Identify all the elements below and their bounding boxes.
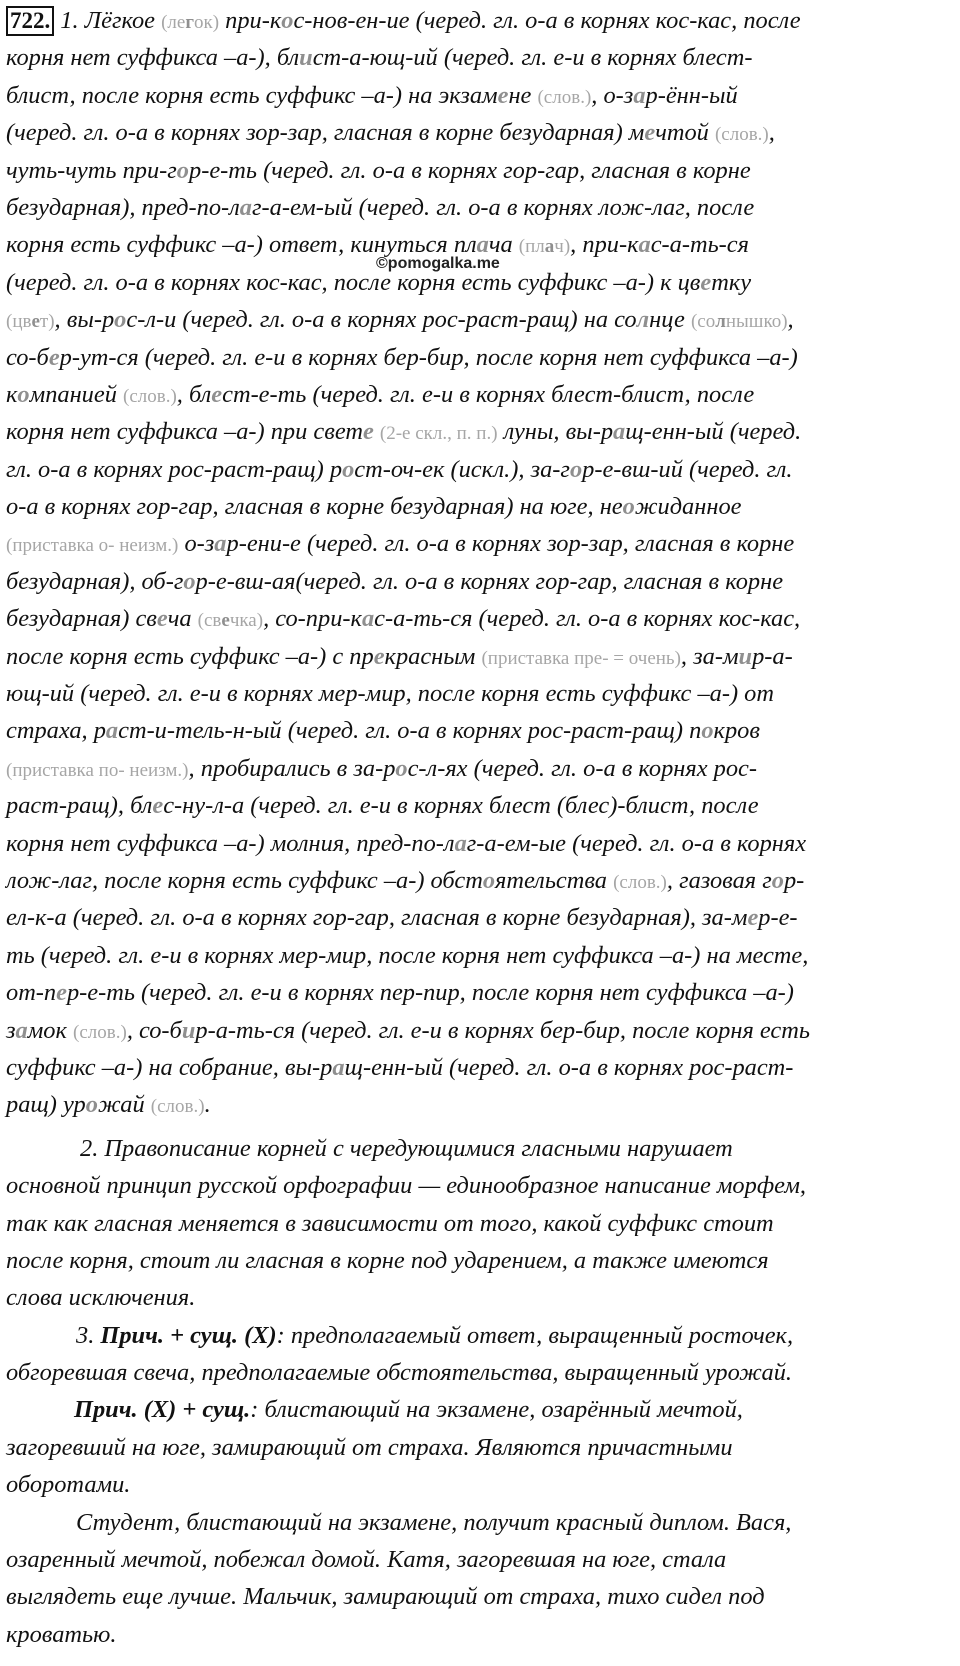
highlighted-vowel: е bbox=[221, 610, 230, 632]
highlighted-vowel: о bbox=[482, 866, 496, 894]
text-segment: безударная), пред-по-л bbox=[6, 193, 240, 221]
text-segment: г-а-ем-ые (черед. гл. о-а в корнях bbox=[466, 829, 807, 857]
text-segment: безударная) св bbox=[6, 605, 157, 633]
highlighted-vowel: а bbox=[633, 81, 646, 109]
highlighted-vowel: а bbox=[638, 231, 651, 259]
text-segment: чтой bbox=[655, 119, 715, 147]
text-segment: безударная), об-г bbox=[6, 567, 184, 595]
text-segment: мпанией bbox=[29, 380, 123, 408]
highlighted-vowel: а bbox=[544, 236, 555, 258]
text-segment: р-е-вш-ий (черед. гл. bbox=[582, 455, 793, 483]
text-segment: ел-к-а (черед. гл. о-а в корнях гор-гар, гласная в корне безударная), за-м bbox=[6, 904, 748, 932]
analysis-line bbox=[6, 77, 954, 114]
highlighted-vowel: и bbox=[181, 1016, 196, 1044]
analysis-line bbox=[6, 787, 954, 824]
analysis-line bbox=[6, 899, 954, 936]
text-segment: . bbox=[204, 1091, 211, 1119]
highlighted-vowel: и bbox=[299, 44, 313, 72]
text-segment: тку bbox=[711, 268, 752, 296]
analysis-line bbox=[6, 376, 954, 413]
text-segment: о-а в корнях гор-гар, гласная в корне безударная) на юге, не bbox=[6, 493, 623, 521]
gray-note: (приставка по- неизм.) bbox=[6, 759, 189, 781]
text-segment: р-е-вш-ая(черед. гл. о-а в корнях гор-гар, гласная в корне bbox=[195, 567, 784, 595]
gray-note: чка) bbox=[229, 610, 264, 632]
paragraph-line: оборотами. bbox=[6, 1471, 131, 1499]
paragraph-line: кроватью. bbox=[6, 1620, 117, 1648]
analysis-line bbox=[6, 189, 954, 226]
analysis-line bbox=[6, 2, 954, 39]
text-segment: , при-к bbox=[570, 231, 639, 259]
analysis-line bbox=[6, 114, 954, 151]
highlighted-vowel: о bbox=[176, 156, 189, 184]
text-segment: ть (черед. гл. е-и в корнях мер-мир, после корня нет суффикса –а-) на месте, bbox=[6, 941, 809, 969]
text-segment: р-а- bbox=[752, 642, 793, 670]
text-segment: , со-при-к bbox=[263, 605, 362, 633]
analysis-line bbox=[6, 600, 954, 637]
text-segment: ятельства bbox=[495, 866, 614, 894]
highlighted-vowel: о bbox=[395, 754, 408, 782]
text-segment: с-а-ть-ся (черед. гл. о-а в корнях кос-кас, bbox=[374, 605, 801, 633]
highlighted-vowel: о bbox=[701, 717, 714, 745]
highlighted-vowel: о bbox=[17, 380, 30, 408]
text-segment: ст-и-тель-н-ый (черед. гл. о-а в корнях рос-раст-ращ) п bbox=[118, 717, 702, 745]
highlighted-vowel: а bbox=[332, 1053, 345, 1081]
highlighted-vowel: е bbox=[56, 979, 67, 1007]
highlighted-vowel: е bbox=[362, 418, 374, 446]
text-segment: р-а-ть-ся (черед. гл. е-и в корнях бер-бир, после корня есть bbox=[195, 1016, 810, 1044]
text-segment: ча bbox=[488, 231, 519, 259]
text-segment: о-з bbox=[178, 530, 215, 558]
highlighted-vowel: а bbox=[361, 605, 375, 633]
text-segment: после корня есть суффикс –а-) с пр bbox=[6, 642, 374, 670]
highlighted-vowel: о bbox=[569, 455, 583, 483]
paragraph-line: так как гласная меняется в зависимости от того, какой суффикс стоит bbox=[6, 1209, 774, 1237]
text-segment: ст-оч-ек (искл.), за-г bbox=[354, 455, 570, 483]
highlighted-vowel: е bbox=[31, 311, 40, 333]
analysis-line bbox=[6, 1049, 954, 1086]
text-segment: ращ) ур bbox=[6, 1091, 86, 1119]
highlighted-vowel: а bbox=[613, 418, 626, 446]
gray-note: (св bbox=[197, 610, 222, 632]
text-segment: , bbox=[768, 119, 775, 147]
highlighted-vowel: о bbox=[281, 7, 294, 34]
highlighted-vowel: е bbox=[644, 119, 656, 147]
text-segment: р-е-ть (черед. гл. е-и в корнях пер-пир, после корня нет суффикса –а-) bbox=[66, 979, 794, 1007]
text-segment: лож-лаг, после корня есть суффикс –а-) обст bbox=[6, 866, 483, 894]
highlighted-vowel: г bbox=[185, 12, 194, 33]
text-segment: р-е-ть (черед. гл. о-а в корнях гор-гар, гласная в корне bbox=[189, 156, 751, 184]
text-segment: 1. Лёгкое bbox=[60, 7, 162, 34]
text-segment: ст-е-ть (черед. гл. е-и в корнях блест-блист, после bbox=[222, 380, 755, 408]
highlighted-vowel: л bbox=[715, 311, 726, 333]
analysis-line bbox=[6, 937, 954, 974]
highlighted-vowel: е bbox=[373, 642, 385, 670]
gray-note: ок) bbox=[194, 12, 220, 33]
scheme-text: : предполагаемый ответ, выращенный росточек, bbox=[276, 1321, 794, 1349]
text-segment: р- bbox=[783, 866, 805, 894]
highlighted-vowel: е bbox=[747, 904, 759, 932]
text-segment: суффикс –а-) на собрание, вы-р bbox=[6, 1053, 333, 1081]
paragraph-line: озаренный мечтой, побежал домой. Катя, загоревшая на юге, стала bbox=[6, 1546, 727, 1574]
analysis-line bbox=[6, 301, 954, 338]
text-segment: корня нет суффикса –а-) при свет bbox=[6, 418, 363, 446]
text-segment: , со-б bbox=[126, 1016, 182, 1044]
text-segment: , бл bbox=[176, 380, 212, 408]
paragraph-line: после корня, стоит ли гласная в корне под ударением, а также имеются bbox=[6, 1246, 769, 1274]
highlighted-vowel: е bbox=[152, 792, 164, 820]
text-segment: с-л-ях (черед. гл. о-а в корнях рос- bbox=[407, 754, 757, 782]
gray-note: (пл bbox=[518, 236, 545, 258]
section-1-morphemic-analysis bbox=[6, 2, 954, 1124]
highlighted-vowel: и bbox=[738, 642, 753, 670]
text-segment: ст-а-ющ-ий (черед. гл. е-и в корнях блест- bbox=[312, 44, 753, 72]
analysis-line bbox=[6, 339, 954, 376]
text-segment: (черед. гл. о-а в корнях зор-зар, гласная в корне безударная) м bbox=[6, 119, 645, 147]
highlighted-vowel: а bbox=[476, 231, 489, 259]
analysis-line bbox=[6, 862, 954, 899]
text-segment: з bbox=[6, 1016, 16, 1044]
highlighted-vowel: о bbox=[85, 1091, 98, 1119]
gray-note: (цв bbox=[6, 311, 32, 333]
section-3-number: 3. bbox=[76, 1321, 101, 1349]
highlighted-vowel: о bbox=[114, 306, 127, 334]
text-segment: жиданное bbox=[634, 493, 742, 521]
analysis-line bbox=[6, 1086, 954, 1123]
gray-note: (ле bbox=[161, 12, 186, 33]
text-segment: со-б bbox=[6, 343, 49, 371]
section-3-line bbox=[6, 1317, 954, 1354]
section-3-line: обгоревшая свеча, предполагаемые обстоятельства, выращенный урожай. bbox=[6, 1359, 793, 1387]
text-segment: при-к bbox=[219, 7, 282, 34]
analysis-line bbox=[6, 750, 954, 787]
text-segment: мок bbox=[27, 1016, 74, 1044]
highlighted-vowel: л bbox=[636, 306, 650, 334]
paragraph-line: загоревший на юге, замирающий от страха. Являются причастными bbox=[6, 1433, 733, 1461]
highlighted-vowel: о bbox=[622, 493, 635, 521]
paragraph-line: выглядеть еще лучше. Мальчик, замирающий от страха, тихо сидел под bbox=[6, 1583, 765, 1611]
text-segment: , о-з bbox=[591, 81, 634, 109]
highlighted-vowel: а bbox=[214, 530, 227, 558]
paragraph-line: 2. Правописание корней с чередующимися гласными нарушает bbox=[80, 1134, 733, 1162]
text-segment: с-л-и (черед. гл. о-а в корнях рос-раст-ращ) на со bbox=[126, 306, 637, 334]
analysis-line bbox=[6, 825, 954, 862]
text-segment: блист, после корня есть суффикс –а-) на экзам bbox=[6, 81, 498, 109]
task-number: 722. bbox=[6, 6, 54, 36]
highlighted-vowel: а bbox=[239, 193, 252, 221]
highlighted-vowel: о bbox=[771, 866, 784, 894]
gray-note: (приставка пре- = очень) bbox=[481, 647, 681, 669]
text-segment: корня нет суффикса –а-) молния, пред-по-л bbox=[6, 829, 455, 857]
text-segment: (черед. гл. о-а в корнях кос-кас, после корня есть суффикс –а-) к цв bbox=[6, 268, 701, 296]
text-segment: от-п bbox=[6, 979, 57, 1007]
highlighted-vowel: а bbox=[15, 1016, 28, 1044]
text-segment: луны, вы-р bbox=[497, 418, 614, 446]
highlighted-vowel: е bbox=[211, 380, 223, 408]
solution-page bbox=[6, 2, 954, 1653]
highlighted-vowel: е bbox=[48, 343, 60, 371]
section-3-continuation bbox=[6, 1429, 954, 1504]
paragraph-line: Студент, блистающий на экзамене, получит красный диплом. Вася, bbox=[76, 1508, 792, 1536]
gray-note: (со bbox=[690, 311, 716, 333]
gray-note: ч) bbox=[554, 236, 571, 258]
gray-note: (слов.) bbox=[150, 1096, 205, 1118]
analysis-line bbox=[6, 488, 954, 525]
text-segment: р-е- bbox=[758, 904, 798, 932]
highlighted-vowel: е bbox=[156, 605, 168, 633]
highlighted-vowel: а bbox=[105, 717, 119, 745]
section-3-participle-phrases bbox=[6, 1317, 954, 1504]
text-segment: раст-ращ), бл bbox=[6, 792, 153, 820]
text-segment: к bbox=[6, 380, 18, 408]
text-segment: г-а-ем-ый (черед. гл. о-а в корнях лож-лаг, после bbox=[251, 193, 755, 221]
gray-note: (2-е скл., п. п.) bbox=[379, 423, 498, 445]
gray-note: нышко) bbox=[725, 311, 788, 333]
text-segment: жай bbox=[97, 1091, 151, 1119]
text-segment: , bbox=[787, 306, 794, 334]
text-segment: р-ённ-ый bbox=[645, 81, 738, 109]
analysis-line bbox=[6, 712, 954, 749]
text-segment: корня нет суффикса –а-), бл bbox=[6, 44, 300, 72]
text-segment: нце bbox=[649, 306, 691, 334]
analysis-line bbox=[6, 1012, 954, 1049]
scheme-label-noun-first: Прич. + сущ. (Х) bbox=[100, 1321, 277, 1349]
highlighted-vowel: е bbox=[700, 268, 712, 296]
gray-note: (слов.) bbox=[537, 86, 592, 108]
text-segment: р-ени-е (черед. гл. о-а в корнях зор-зар, гласная в корне bbox=[226, 530, 795, 558]
section-2-explanation bbox=[6, 1130, 954, 1317]
text-segment: ча bbox=[167, 605, 198, 633]
text-segment: , за-м bbox=[680, 642, 739, 670]
gray-note: т) bbox=[39, 311, 55, 333]
highlighted-vowel: о bbox=[183, 567, 196, 595]
analysis-line bbox=[6, 974, 954, 1011]
text-segment: с-ну-л-а (черед. гл. е-и в корнях блест (блес)-блист, после bbox=[163, 792, 759, 820]
section-3-line bbox=[6, 1391, 954, 1428]
text-segment: ющ-ий (черед. гл. е-и в корнях мер-мир, после корня есть суффикс –а-) от bbox=[6, 680, 774, 708]
text-segment: не bbox=[508, 81, 538, 109]
highlighted-vowel: а bbox=[454, 829, 467, 857]
gray-note: (приставка о- неизм.) bbox=[6, 535, 179, 557]
analysis-line bbox=[6, 563, 954, 600]
gray-note: (слов.) bbox=[73, 1021, 127, 1043]
watermark: ©pomogalka.me bbox=[376, 255, 500, 272]
text-segment: , вы-р bbox=[54, 306, 115, 334]
text-segment: корня есть суффикс –а-) ответ, кинуться пл bbox=[6, 231, 477, 259]
analysis-line bbox=[6, 152, 954, 189]
text-segment: с-нов-ен-ие (черед. гл. о-а в корнях кос-кас, после bbox=[293, 7, 801, 34]
text-segment: чуть-чуть при-г bbox=[6, 156, 177, 184]
analysis-line bbox=[6, 413, 954, 450]
scheme-text: : блистающий на экзамене, озарённый мечтой, bbox=[250, 1396, 743, 1424]
text-segment: гл. о-а в корнях рос-раст-ращ) р bbox=[6, 455, 343, 483]
analysis-line bbox=[6, 638, 954, 675]
scheme-label-participle-first: Прич. (Х) + сущ. bbox=[74, 1396, 251, 1424]
text-segment: щ-енн-ый (черед. bbox=[625, 418, 802, 446]
paragraph-line: слова исключения. bbox=[6, 1284, 196, 1312]
gray-note: (слов.) bbox=[714, 124, 769, 146]
text-segment: страха, р bbox=[6, 717, 106, 745]
text-segment: с-а-ть-ся bbox=[650, 231, 749, 259]
analysis-line bbox=[6, 451, 954, 488]
analysis-line bbox=[6, 675, 954, 712]
highlighted-vowel: о bbox=[342, 455, 355, 483]
text-segment: , пробирались в за-р bbox=[188, 754, 396, 782]
text-segment: р-ут-ся (черед. гл. е-и в корнях бер-бир, после корня нет суффикса –а-) bbox=[59, 343, 798, 371]
section-4-sentences bbox=[6, 1504, 954, 1654]
paragraph-line: основной принцип русской орфографии — единообразное написание морфем, bbox=[6, 1172, 807, 1200]
text-segment: щ-енн-ый (черед. гл. о-а в корнях рос-раст- bbox=[344, 1053, 794, 1081]
highlighted-vowel: е bbox=[497, 81, 509, 109]
analysis-line bbox=[6, 39, 954, 76]
gray-note: (слов.) bbox=[613, 871, 667, 893]
text-segment: красным bbox=[384, 642, 482, 670]
gray-note: (слов.) bbox=[123, 385, 177, 407]
text-segment: , газовая г bbox=[666, 866, 772, 894]
analysis-line bbox=[6, 525, 954, 562]
text-segment: кров bbox=[713, 717, 760, 745]
